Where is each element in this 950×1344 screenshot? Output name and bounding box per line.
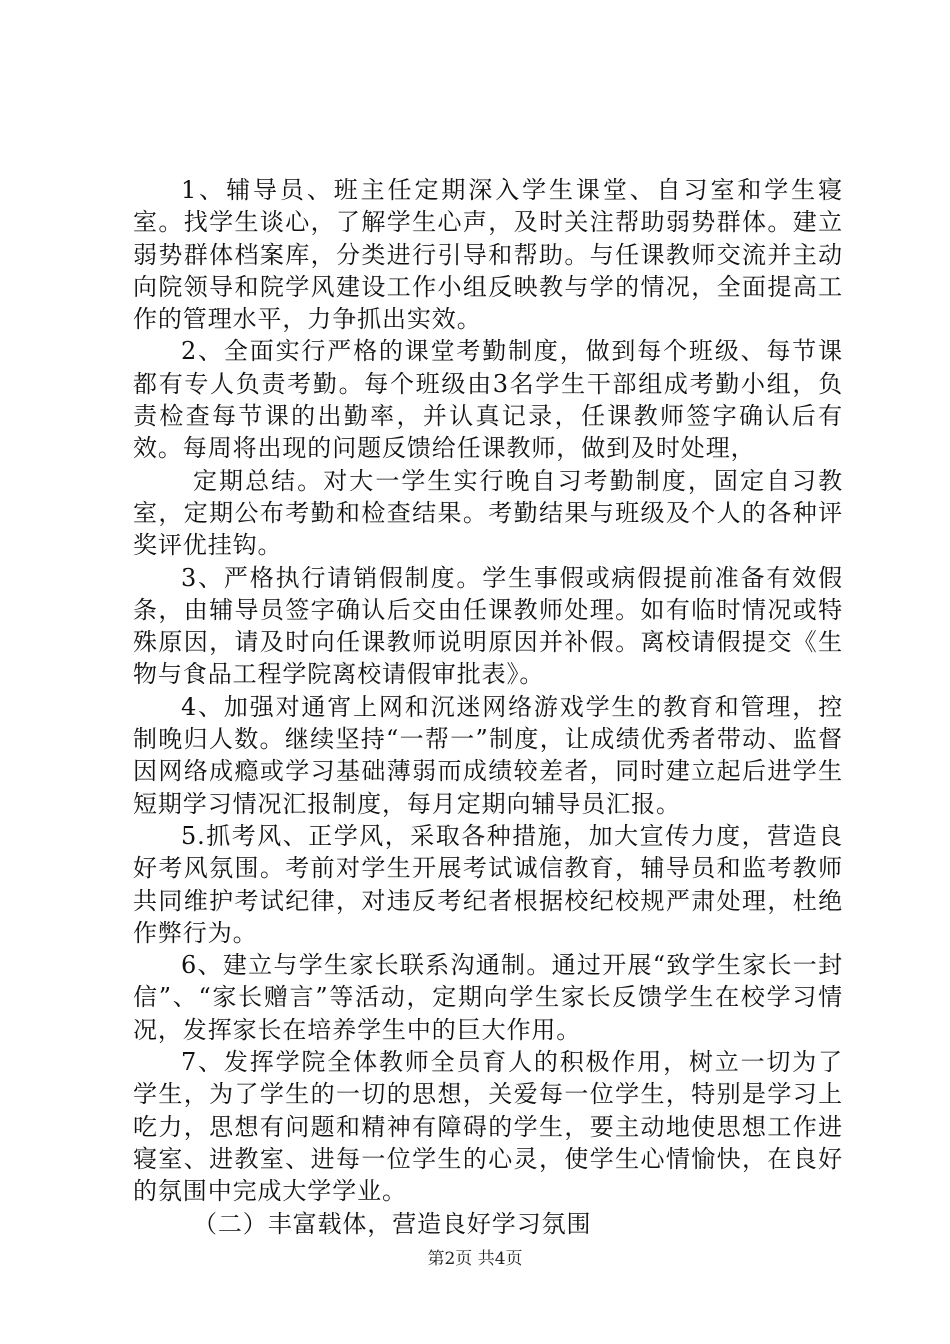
paragraph-2-continued: 定期总结。对大一学生实行晚自习考勤制度，固定自习教室，定期公布考勤和检查结果。考勤结果与班级及个人的各种评奖评优挂钩。 xyxy=(133,466,843,560)
paragraph-7: 7、发挥学院全体教师全员育人的积极作用，树立一切为了学生，为了学生的一切的思想，关爱每一位学生，特别是学习上吃力，思想有问题和精神有障碍的学生，要主动地使思想工作进寝室、进教室、进每一位学生的心灵，使学生心情愉快，在良好的氛围中完成大学学业。 xyxy=(133,1048,843,1206)
section-heading: （二）丰富载体，营造良好学习氛围 xyxy=(193,1209,592,1238)
page-number: 第2页 共4页 xyxy=(427,1249,523,1269)
document-body xyxy=(133,174,843,1240)
paragraph-5: 5.抓考风、正学风，采取各种措施，加大宣传力度，营造良好考风氛围。考前对学生开展考试诚信教育，辅导员和监考教师共同维护考试纪律，对违反考纪者根据校纪校规严肃处理，杜绝作弊行为。 xyxy=(133,821,843,947)
paragraph-2: 2、全面实行严格的课堂考勤制度，做到每个班级、每节课都有专人负责考勤。每个班级由3名学生干部组成考勤小组，负责检查每节课的出勤率，并认真记录，任课教师签字确认后有效。每周将出现的问题反馈给任课教师，做到及时处理， xyxy=(133,337,843,463)
paragraph-1: 1、辅导员、班主任定期深入学生课堂、自习室和学生寝室。找学生谈心，了解学生心声，及时关注帮助弱势群体。建立弱势群体档案库，分类进行引导和帮助。与任课教师交流并主动向院领导和院学风建设工作小组反映教与学的情况，全面提高工作的管理水平，力争抓出实效。 xyxy=(133,176,843,334)
paragraph-3: 3、严格执行请销假制度。学生事假或病假提前准备有效假条，由辅导员签字确认后交由任课教师处理。如有临时情况或特殊原因，请及时向任课教师说明原因并补假。离校请假提交《生物与食品工程学院离校请假审批表》。 xyxy=(133,563,843,689)
paragraph-6: 6、建立与学生家长联系沟通制。通过开展“致学生家长一封信”、“家长赠言”等活动，定期向学生家长反馈学生在校学习情况，发挥家长在培养学生中的巨大作用。 xyxy=(133,951,843,1044)
paragraph-4: 4、加强对通宵上网和沉迷网络游戏学生的教育和管理，控制晚归人数。继续坚持“一帮一”制度，让成绩优秀者带动、监督因网络成瘾或学习基础薄弱而成绩较差者，同时建立起后进学生短期学习情况汇报制度，每月定期向辅导员汇报。 xyxy=(133,692,843,818)
